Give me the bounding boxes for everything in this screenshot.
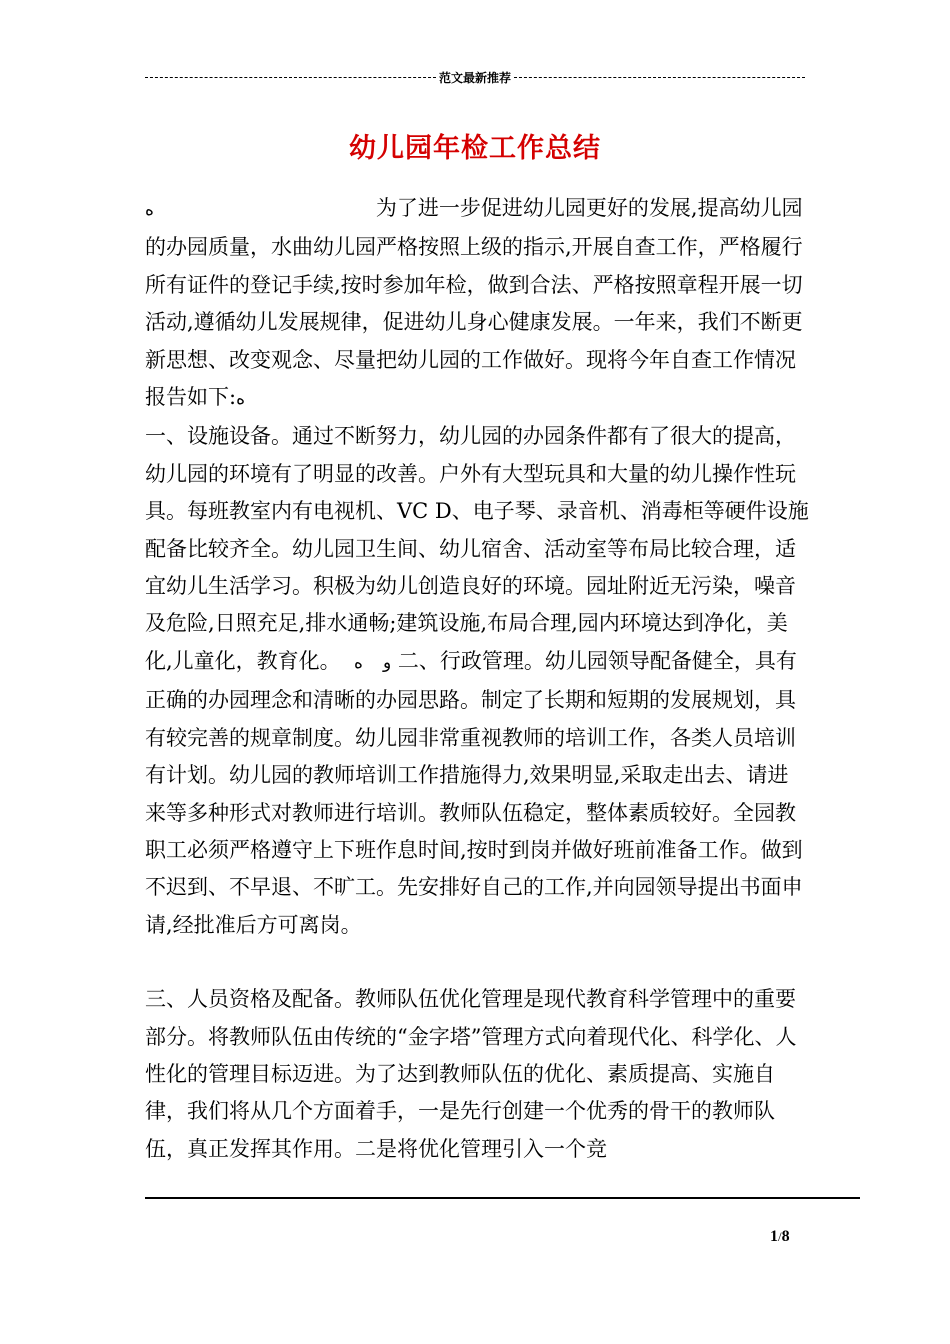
header-label: 范文最新推荐 [439,70,512,85]
paragraph-mark: ه [236,389,245,410]
current-page: 1 [770,1228,778,1245]
footer-rule [145,1197,860,1199]
document-body [145,190,809,1168]
total-pages: 8 [781,1228,790,1245]
section-3-text: 三、人员资格及配备。教师队伍优化管理是现代教育科学管理中的重要部分。将教师队伍由传统的“金字塔”管理方式向着现代化、科学化、人性化的管理目标迈进。为了达到教师队伍的优化、素质提高、实施自律，我们将从几个方面着手，一是先行创建一个优秀的骨干的教师队伍，真正发挥其作用。二是将优化管理引入一个竞 [145,987,797,1161]
intro-text: 为了进一步促进幼儿园更好的发展,提高幼儿园的办园质量，水曲幼儿园严格按照上级的指示,开展自查工作，严格履行所有证件的登记手续,按时参加年检，做到合法、严格按照章程开展一切活动,遵循幼儿发展规律，促进幼儿身心健康发展。一年来，我们不断更新思想、改变观念、尽量把幼儿园的工作做好。现将今年自查工作情况报告如下: [145,196,803,410]
header-dash-right [514,77,805,78]
paragraph-mark: ه [145,200,154,220]
page-separator: / [778,1229,782,1244]
intro-paragraph [145,190,809,418]
section-1-text: 一、设施设备。通过不断努力，幼儿园的办园条件都有了很大的提高，幼儿园的环境有了明显的改善。户外有大型玩具和大量的幼儿操作性玩具。每班教室内有电视机、VC D、电子琴、录音机、消毒柜等硬件设施配备比较齐全。幼儿园卫生间、幼儿宿舍、活动室等布局比较合理，适宜幼儿生活学习。积极为幼儿创造良好的环境。园址附近无污染，噪音及危险,日照充足,排水通畅;建筑设施,布局合理,园内环境达到净化，美化,儿童化，教育化。 [145,424,809,673]
section-3-paragraph [145,981,809,1168]
header-dash-left [145,77,436,78]
paragraph-gap [145,944,809,981]
paragraph-mark: ه [354,652,363,673]
section-2-text: 二、行政管理。幼儿园领导配备健全，具有正确的办园理念和清晰的办园思路。制定了长期和短期的发展规划，具有较完善的规章制度。幼儿园非常重视教师的培训工作，各类人员培训有计划。幼儿园的教师培训工作措施得力,效果明显,采取走出去、请进来等多种形式对教师进行培训。教师队伍稳定，整体素质较好。全园教职工必须严格遵守上下班作息时间,按时到岗并做好班前准备工作。做到不迟到、不早退、不旷工。先安排好自己的工作,并向园领导提出书面申请,经批准后方可离岗。 [145,648,803,937]
page-number [770,1228,790,1246]
section-1-paragraph [145,418,809,944]
paragraph-mark-mid: و [383,652,392,673]
page-header [145,66,805,88]
document-title: 幼儿园年检工作总结 [349,133,601,164]
